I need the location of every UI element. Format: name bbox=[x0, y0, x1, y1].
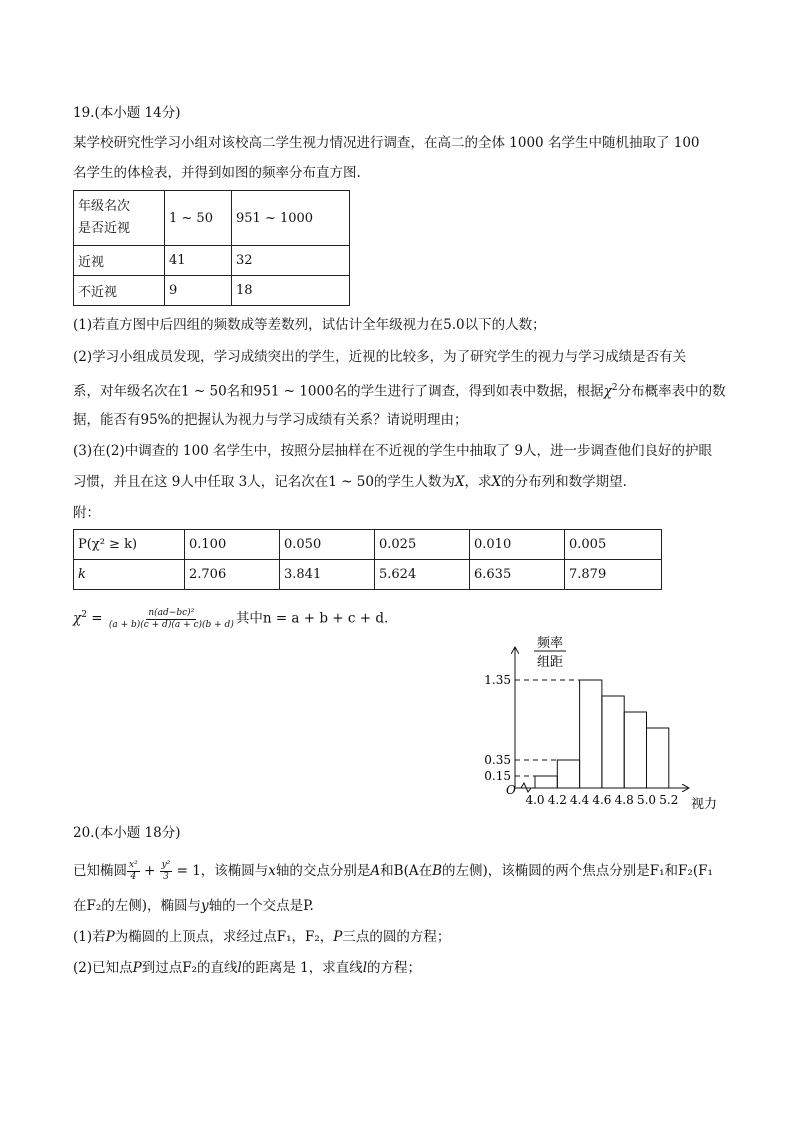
var-p: P bbox=[105, 929, 115, 945]
text-span: 已知椭圆 bbox=[73, 863, 127, 879]
fraction-x bbox=[127, 860, 140, 883]
chi-square-formula bbox=[73, 603, 388, 631]
myopia-table bbox=[73, 190, 350, 306]
table1-header-line2: 是否近视 bbox=[78, 221, 131, 236]
table1-cell: 18 bbox=[232, 276, 350, 306]
y-tick-label: 0.15 bbox=[484, 769, 511, 783]
vision-histogram bbox=[460, 630, 730, 815]
table-row bbox=[74, 246, 350, 276]
histogram-bar bbox=[647, 728, 669, 788]
text-span: 的方程； bbox=[367, 960, 422, 976]
var-l: l bbox=[362, 960, 368, 976]
table2-row1-label: P(χ² ≥ k) bbox=[74, 530, 185, 560]
table1-header-cell bbox=[74, 191, 165, 246]
text-span: 的距离是 1，求直线 bbox=[241, 960, 363, 976]
y-tick-label: 0.35 bbox=[484, 753, 511, 767]
q19-part3-line2 bbox=[73, 472, 627, 492]
q19-intro-line2: 名学生的体检表，并得到如图的频率分布直方图. bbox=[73, 165, 361, 181]
text-span: = 1，该椭圆与 bbox=[172, 863, 269, 879]
x-tick-label: 5.2 bbox=[659, 793, 679, 807]
text-span: 到过点F₂的直线 bbox=[141, 960, 238, 976]
chi-symbol: χ bbox=[73, 610, 82, 627]
var-x: X bbox=[491, 474, 502, 490]
histogram-bar bbox=[602, 696, 624, 788]
q20-part2 bbox=[73, 958, 421, 978]
fraction-numerator: y² bbox=[161, 860, 171, 870]
origin-label: O bbox=[506, 783, 516, 797]
table2-cell: 0.050 bbox=[280, 530, 375, 560]
formula-tail: 其中n = a + b + c + d. bbox=[235, 610, 389, 627]
x-tick-label: 4.0 bbox=[525, 793, 545, 807]
fraction-denominator: 4 bbox=[130, 872, 137, 882]
var-p: P bbox=[333, 929, 343, 945]
table2-cell: 6.635 bbox=[470, 560, 565, 590]
table1-header-line1: 年级名次 bbox=[78, 199, 131, 214]
chi-square-table bbox=[73, 529, 662, 590]
table2-cell: 0.100 bbox=[185, 530, 280, 560]
var-b: B bbox=[432, 863, 443, 879]
text-span: 三点的圆的方程； bbox=[342, 929, 451, 945]
q19-part2-line1: (2)学习小组成员发现，学习成绩突出的学生，近视的比较多，为了研究学生的视力与学习成绩是否有关 bbox=[73, 349, 687, 365]
text-span: (1)若 bbox=[73, 929, 106, 945]
table1-row-label: 近视 bbox=[74, 246, 165, 276]
var-x: X bbox=[454, 474, 465, 490]
table2-cell: 2.706 bbox=[185, 560, 280, 590]
q19-intro-line1: 某学校研究性学习小组对该校高二学生视力情况进行调查，在高二的全体 1000 名学生中随机抽取了 100 bbox=[73, 135, 700, 151]
table1-cell: 32 bbox=[232, 246, 350, 276]
table-row bbox=[74, 530, 662, 560]
text-span: 的分布列和数学期望. bbox=[501, 474, 627, 490]
table-row bbox=[74, 560, 662, 590]
fraction-numerator: n(ad−bc)² bbox=[148, 607, 195, 618]
fraction-denominator: (a + b)(c + d)(a + c)(b + d) bbox=[108, 619, 234, 630]
text-span: 轴的交点分别是 bbox=[275, 863, 371, 879]
histogram-bar bbox=[624, 712, 646, 788]
x-tick-label: 4.8 bbox=[614, 793, 634, 807]
table1-cell: 9 bbox=[165, 276, 232, 306]
x-tick-label: 4.4 bbox=[570, 793, 590, 807]
text-span: 习惯，并且在这 9人中任取 3人，记名次在1 ~ 50的学生人数为 bbox=[73, 474, 455, 490]
q19-header: 19.(本小题 14分) bbox=[73, 105, 181, 121]
text-span: 的左侧)，该椭圆的两个焦点分别是F₁和F₂(F₁ bbox=[442, 863, 713, 879]
y-tick-label: 1.35 bbox=[484, 673, 511, 687]
formula-fraction bbox=[107, 608, 236, 631]
x-tick-label: 5.0 bbox=[636, 793, 657, 807]
q19-part3-line1: (3)在(2)中调查的 100 名学生中，按照分层抽样在不近视的学生中抽取了 9人，进一步调查他们良好的护眼 bbox=[73, 443, 712, 459]
var-a: A bbox=[370, 863, 381, 879]
text-span: 系，对年级名次在1 ~ 50名和951 ~ 1000名的学生进行了调查，得到如表中数据，根据 bbox=[73, 383, 604, 400]
q19-part2-line2 bbox=[73, 378, 726, 402]
appendix-label: 附： bbox=[73, 505, 100, 521]
fraction-denominator: 3 bbox=[163, 872, 169, 882]
text-span: 为椭圆的上顶点，求经过点F₁，F₂， bbox=[114, 929, 334, 945]
var-y: y bbox=[201, 898, 209, 914]
text-span: 和B(A在 bbox=[380, 863, 433, 879]
y-axis-label-top: 频率 bbox=[536, 636, 564, 651]
fraction-numerator: x² bbox=[129, 860, 138, 870]
equals: = bbox=[86, 610, 107, 627]
text-span: ，求 bbox=[464, 474, 492, 490]
q20-line1 bbox=[73, 858, 713, 884]
table1-col2: 951 ~ 1000 bbox=[232, 191, 350, 246]
table1-col1: 1 ~ 50 bbox=[165, 191, 232, 246]
table2-cell: 0.025 bbox=[375, 530, 470, 560]
text-span: 轴的一个交点是P. bbox=[208, 898, 314, 914]
table2-cell: 0.010 bbox=[470, 530, 565, 560]
table2-cell: 3.841 bbox=[280, 560, 375, 590]
y-axis-label-bottom: 组距 bbox=[536, 655, 564, 670]
table2-cell: 7.879 bbox=[565, 560, 662, 590]
table2-cell: 0.005 bbox=[565, 530, 662, 560]
var-x: x bbox=[268, 863, 276, 879]
superscript: 2 bbox=[81, 610, 87, 620]
table1-cell: 41 bbox=[165, 246, 232, 276]
plus-sign: + bbox=[139, 863, 160, 879]
var-p: P bbox=[132, 960, 142, 976]
superscript: 2 bbox=[611, 383, 618, 393]
table1-row-label: 不近视 bbox=[74, 276, 165, 306]
q20-header: 20.(本小题 18分) bbox=[73, 825, 181, 841]
text-span: 分布概率表中的数 bbox=[617, 383, 726, 400]
x-tick-label: 4.6 bbox=[592, 793, 612, 807]
table-row bbox=[74, 276, 350, 306]
fraction-y bbox=[160, 860, 173, 883]
x-tick-label: 4.2 bbox=[547, 793, 567, 807]
histogram-bar bbox=[535, 776, 557, 788]
q20-part1 bbox=[73, 927, 450, 947]
histogram-bar bbox=[557, 760, 579, 788]
table2-cell: 5.624 bbox=[375, 560, 470, 590]
chi-symbol: χ bbox=[603, 383, 612, 400]
histogram-bar bbox=[580, 680, 602, 788]
q19-part2-line3: 据，能否有95%的把握认为视力与学习成绩有关系？请说明理由； bbox=[73, 412, 468, 428]
x-axis-label: 视力 bbox=[691, 797, 718, 812]
q19-part1: (1)若直方图中后四组的频数成等差数列，试估计全年级视力在5.0以下的人数； bbox=[73, 317, 546, 333]
q20-line2 bbox=[73, 896, 314, 916]
table2-row2-label: k bbox=[74, 560, 185, 590]
var-l: l bbox=[237, 960, 242, 976]
text-span: 在F₂的左侧)，椭圆与 bbox=[73, 898, 202, 914]
text-span: (2)已知点 bbox=[73, 960, 133, 976]
